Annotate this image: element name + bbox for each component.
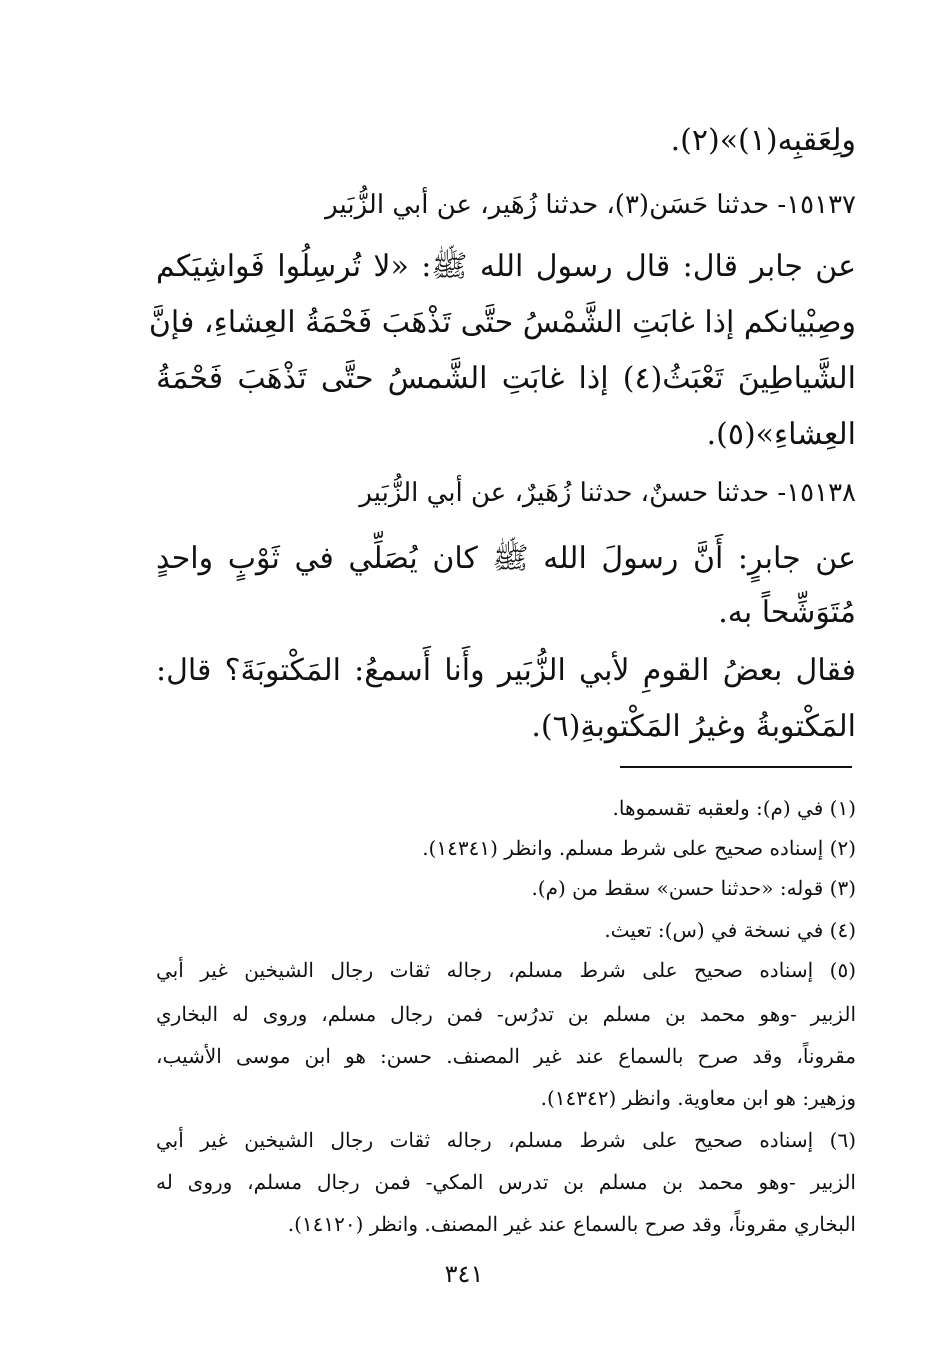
footnote-3: (٣) قوله: «حدثنا حسن» سقط من (م). xyxy=(531,876,856,900)
body-line-5: الشَّياطِينَ تَعْبَثُ(٤) إذا غابَتِ الشَّمسُ حتَّى تَذْهَبَ فَحْمَةُ xyxy=(156,361,857,396)
footnote-6-line-2: الزبير -وهو محمد بن مسلم بن تدرس المكي- فمن رجال مسلم، وروى له xyxy=(156,1170,856,1194)
footnote-4: (٤) في نسخة في (س): تعيث. xyxy=(604,918,856,942)
footnote-5-line-1: (٥) إسناده صحيح على شرط مسلم، رجاله ثقات رجال الشيخين غير أبي xyxy=(156,958,856,982)
body-line-9: مُتَوَشِّحاً به. xyxy=(718,595,856,630)
body-line-4: وصِبْيانكم إذا غابَتِ الشَّمْسُ حتَّى تَذْهَبَ فَحْمَةُ العِشاءِ، فإنَّ xyxy=(148,305,856,340)
footnote-6-line-1: (٦) إسناده صحيح على شرط مسلم، رجاله ثقات رجال الشيخين غير أبي xyxy=(156,1128,856,1152)
body-line-3: عن جابر قال: قال رسول الله ﷺ: «لا تُرسِلُوا فَواشِيَكم xyxy=(156,249,856,284)
hadith-header-15138: ١٥١٣٨- حدثنا حسنٌ، حدثنا زُهَيرٌ، عن أبي الزُّبَير xyxy=(359,478,856,508)
footnote-6-line-3: البخاري مقروناً، وقد صرح بالسماع عند غير المصنف. وانظر (١٤١٢٠). xyxy=(287,1212,856,1236)
body-line-11: المَكْتوبةُ وغيرُ المَكْتوبةِ(٦). xyxy=(531,709,856,744)
body-line-6: العِشاءِ»(٥). xyxy=(706,417,856,452)
footnote-5-line-2: الزبير -وهو محمد بن مسلم بن تدرُس- فمن رجال مسلم، وروى له البخاري xyxy=(156,1002,856,1026)
hadith-header-15137: ١٥١٣٧- حدثنا حَسَن(٣)، حدثنا زُهَير، عن أبي الزُّبَير xyxy=(325,190,856,220)
footnote-2: (٢) إسناده صحيح على شرط مسلم. وانظر (١٤٣٤١). xyxy=(422,836,856,860)
body-line-8: عن جابرٍ: أَنَّ رسولَ الله ﷺ كان يُصَلِّي في ثَوْبٍ واحدٍ xyxy=(156,541,856,576)
body-line-1: ولِعَقبِه(١)»(٢). xyxy=(670,123,856,158)
footnote-divider xyxy=(620,766,852,768)
body-line-10: فقال بعضُ القومِ لأبي الزُّبَير وأَنا أَسمعُ: المَكْتوبَةَ؟ قال: xyxy=(156,653,856,688)
footnote-1: (١) في (م): ولعقبه تقسموها. xyxy=(612,796,856,820)
page-number: ٣٤١ xyxy=(444,1260,484,1288)
footnote-5-line-3: مقروناً، وقد صرح بالسماع عند غير المصنف. حسن: هو ابن موسى الأشيب، xyxy=(156,1044,856,1068)
footnote-5-line-4: وزهير: هو ابن معاوية. وانظر (١٤٣٤٢). xyxy=(540,1086,856,1110)
